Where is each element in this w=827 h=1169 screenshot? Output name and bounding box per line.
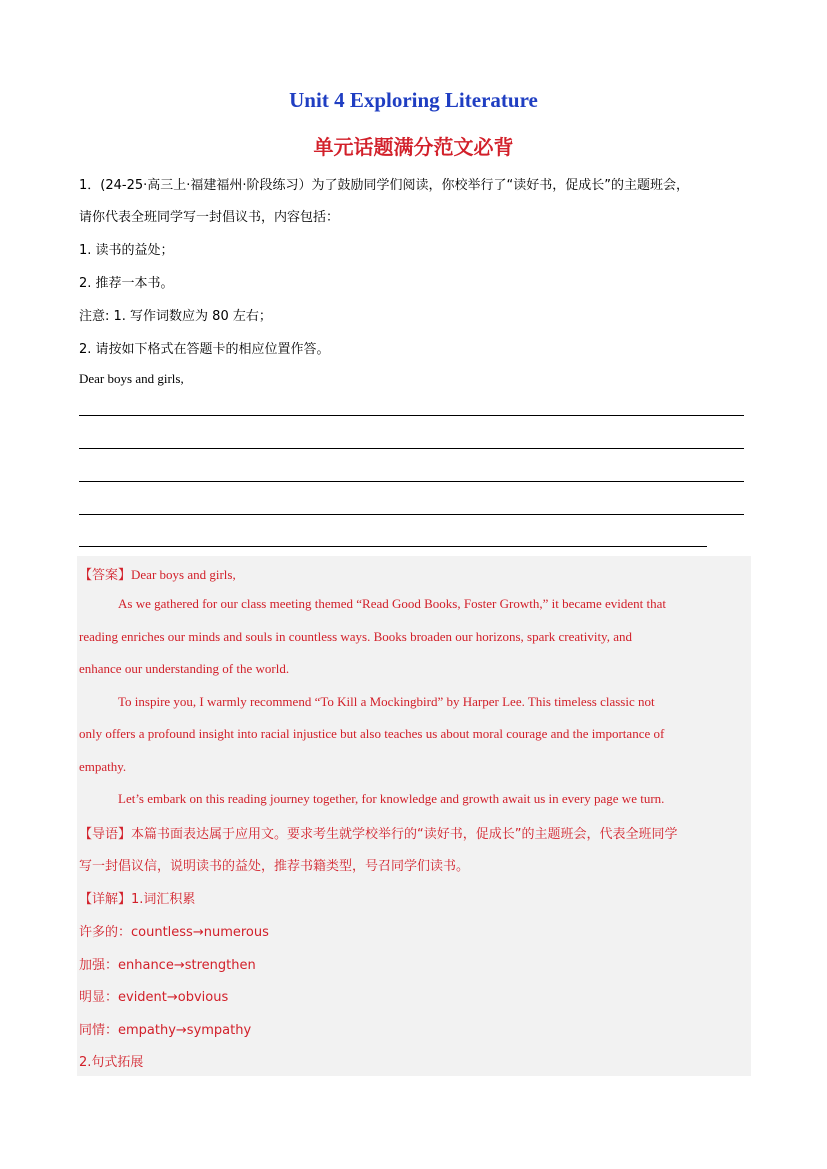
detail-heading-sentence: 2.句式拓展	[79, 1055, 144, 1070]
answer-label: 【答案】	[79, 568, 132, 583]
document-title: Unit 4 Exploring Literature	[289, 88, 538, 112]
guide-line1	[79, 823, 678, 842]
guide-line2: 写一封倡议信，说明读书的益处，推荐书籍类型，号召同学们读书。	[79, 859, 470, 874]
answer-p1-line1: As we gathered for our class meeting themed “Read Good Books, Foster Growth,” it became evident that	[118, 596, 667, 611]
vocab-item: 同情：empathy→sympathy	[79, 1023, 252, 1038]
answer-p3-line1: Let’s embark on this reading journey together, for knowledge and growth await us in every page we turn.	[118, 791, 665, 806]
answer-p1-line3: enhance our understanding of the world.	[79, 661, 290, 676]
question-intro-line2: 请你代表全班同学写一封倡议书，内容包括：	[79, 210, 340, 225]
question-note-1: 注意: 1. 写作词数应为 80 左右；	[79, 309, 272, 324]
question-greeting: Dear boys and girls,	[79, 371, 184, 386]
guide-text-1: 本篇书面表达属于应用文。要求考生就学校举行的“读好书，促成长”的主题班会，代表全班同学	[131, 827, 678, 842]
question-item-1: 1. 读书的益处；	[79, 243, 174, 258]
answer-first-line	[79, 564, 236, 583]
guide-label: 【导语】	[79, 827, 132, 842]
question-note-2: 2. 请按如下格式在答题卡的相应位置作答。	[79, 342, 330, 357]
answer-p2-line2: only offers a profound insight into racial injustice but also teaches us about moral courage and the importance of	[79, 726, 665, 741]
answer-blank-line	[79, 514, 744, 515]
detail-heading-vocab: 1.词汇积累	[131, 892, 196, 907]
vocab-item: 明显：evident→obvious	[79, 990, 229, 1005]
answer-blank-line	[79, 481, 744, 482]
question-item-2: 2. 推荐一本书。	[79, 276, 174, 291]
detail-label: 【详解】	[79, 892, 132, 907]
answer-blank-line	[79, 546, 707, 547]
answer-greeting: Dear boys and girls,	[131, 567, 236, 582]
vocab-item: 加强：enhance→strengthen	[79, 958, 256, 973]
detail-first-line	[79, 888, 195, 907]
answer-p1-line2: reading enriches our minds and souls in countless ways. Books broaden our horizons, spark creativity, and	[79, 629, 632, 644]
question-intro-line1: 1．(24-25·高三上·福建福州·阶段练习）为了鼓励同学们阅读，你校举行了“读好书，促成长”的主题班会，	[79, 178, 689, 193]
vocab-item: 许多的：countless→numerous	[79, 925, 269, 940]
answer-p2-line1: To inspire you, I warmly recommend “To Kill a Mockingbird” by Harper Lee. This timeless classic not	[118, 694, 655, 709]
answer-blank-line	[79, 448, 744, 449]
document-subtitle: 单元话题满分范文必背	[313, 135, 514, 159]
answer-blank-line	[79, 415, 744, 416]
answer-p2-line3: empathy.	[79, 759, 127, 774]
